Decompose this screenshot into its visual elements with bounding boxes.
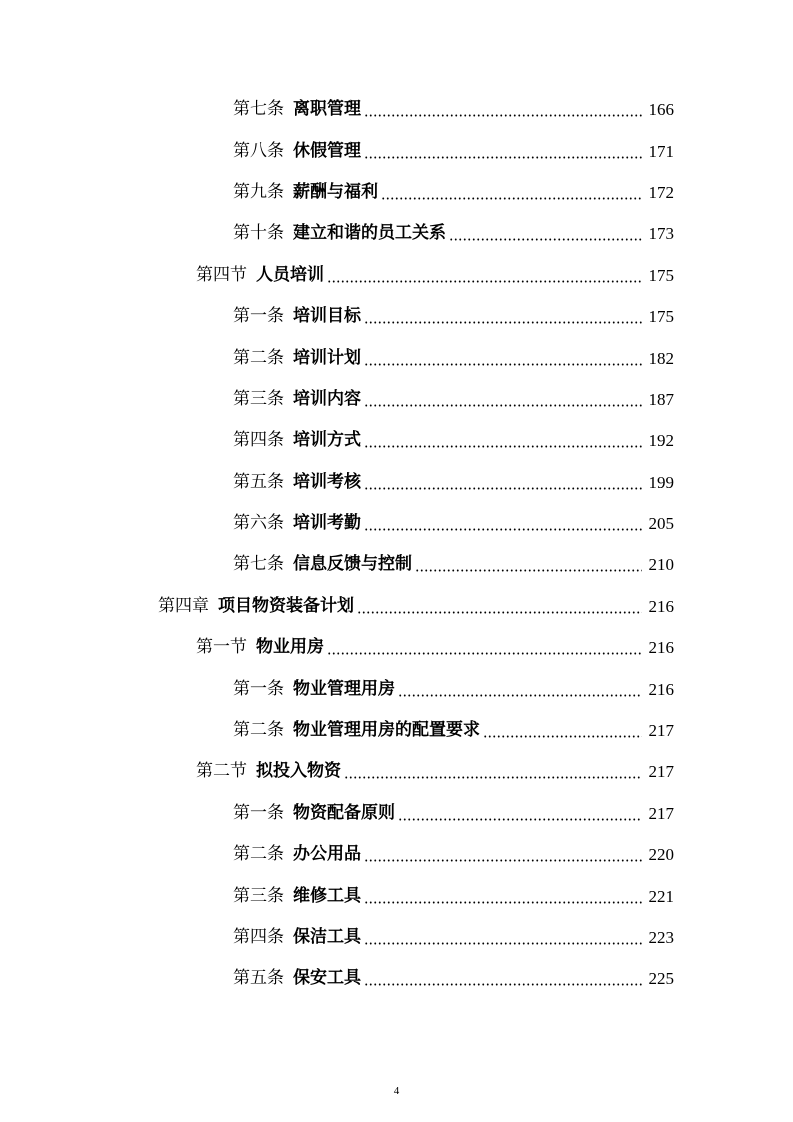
dot-leader <box>449 238 642 241</box>
toc-entry-title: 物业用房 <box>256 637 324 658</box>
toc-entry[interactable] <box>0 89 793 130</box>
dot-leader <box>398 818 642 821</box>
toc-entry[interactable] <box>0 130 793 171</box>
toc-entry[interactable] <box>0 668 793 709</box>
toc-entry-page: 172 <box>648 182 674 202</box>
toc-entry-number: 第二条 <box>233 844 284 865</box>
toc-entry-title: 离职管理 <box>293 99 361 120</box>
toc-entry-number: 第一节 <box>196 637 247 658</box>
toc-entry-title: 培训计划 <box>293 347 361 368</box>
toc-entry[interactable] <box>0 875 793 916</box>
toc-entry-title: 保洁工具 <box>293 927 361 947</box>
toc-entry[interactable] <box>0 751 793 792</box>
toc-entry[interactable] <box>0 420 793 461</box>
dot-leader <box>364 528 642 531</box>
toc-entry-number: 第三条 <box>233 388 284 409</box>
toc-entry-page: 187 <box>648 389 674 409</box>
dot-leader <box>483 735 642 738</box>
toc-entry[interactable] <box>0 627 793 668</box>
toc-entry-title: 保安工具 <box>293 968 361 989</box>
toc-entry-number: 第九条 <box>233 181 284 202</box>
toc-entry-number: 第十条 <box>233 223 284 244</box>
toc-entry-page: 225 <box>648 969 674 989</box>
toc-entry-title: 培训考核 <box>293 471 361 492</box>
toc-entry-page: 216 <box>648 596 674 616</box>
toc-entry[interactable] <box>0 462 793 503</box>
toc-entry[interactable] <box>0 793 793 834</box>
dot-leader <box>364 404 642 407</box>
toc-entry-number: 第七条 <box>233 99 284 120</box>
toc-entry-page: 217 <box>648 803 674 823</box>
table-of-contents <box>0 89 793 1000</box>
toc-entry-title: 培训方式 <box>293 430 361 451</box>
toc-entry[interactable] <box>0 834 793 875</box>
toc-entry-page: 175 <box>648 265 674 285</box>
toc-entry-page: 223 <box>648 928 674 947</box>
toc-entry-title: 办公用品 <box>293 844 361 865</box>
dot-leader <box>364 859 642 862</box>
toc-entry-page: 205 <box>648 514 674 534</box>
page-number: 4 <box>393 1085 400 1097</box>
dot-leader <box>364 983 642 986</box>
toc-entry[interactable] <box>0 379 793 420</box>
toc-entry-number: 第四章 <box>158 595 209 616</box>
toc-entry-page: 217 <box>648 762 674 782</box>
toc-entry[interactable] <box>0 337 793 378</box>
toc-entry-title: 建立和谐的员工关系 <box>293 223 446 244</box>
toc-entry-title: 物业管理用房的配置要求 <box>293 720 480 741</box>
dot-leader <box>327 652 642 655</box>
toc-entry-page: 171 <box>648 141 674 161</box>
dot-leader <box>364 363 642 366</box>
toc-entry-page: 182 <box>648 348 674 368</box>
dot-leader <box>364 942 642 945</box>
toc-entry-number: 第七条 <box>233 554 284 575</box>
dot-leader <box>364 321 642 324</box>
toc-entry[interactable] <box>0 213 793 254</box>
toc-entry-number: 第二条 <box>233 347 284 368</box>
toc-entry[interactable] <box>0 544 793 585</box>
toc-entry-number: 第四条 <box>233 927 284 947</box>
toc-entry-number: 第四节 <box>196 264 247 285</box>
toc-entry-page: 221 <box>648 886 674 906</box>
toc-entry-title: 信息反馈与控制 <box>293 554 412 575</box>
toc-entry-title: 休假管理 <box>293 140 361 161</box>
dot-leader <box>398 694 642 697</box>
toc-entry-title: 维修工具 <box>293 885 361 906</box>
dot-leader <box>364 487 642 490</box>
toc-entry[interactable] <box>0 586 793 627</box>
toc-entry-number: 第六条 <box>233 513 284 534</box>
dot-leader <box>344 776 642 779</box>
toc-entry[interactable] <box>0 255 793 296</box>
dot-leader <box>364 445 642 448</box>
toc-entry[interactable] <box>0 296 793 337</box>
toc-entry-number: 第四条 <box>233 430 284 451</box>
toc-entry-title: 培训考勤 <box>293 513 361 534</box>
toc-entry-number: 第二节 <box>196 761 247 782</box>
toc-entry[interactable] <box>0 917 793 958</box>
toc-entry-page: 175 <box>648 307 674 327</box>
dot-leader <box>364 901 642 904</box>
dot-leader <box>364 114 642 117</box>
toc-entry-title: 人员培训 <box>256 264 324 285</box>
toc-entry-title: 培训内容 <box>293 388 361 409</box>
toc-entry-number: 第一条 <box>233 802 284 823</box>
toc-entry[interactable] <box>0 958 793 999</box>
toc-entry-number: 第一条 <box>233 306 284 327</box>
toc-entry-page: 173 <box>648 224 674 244</box>
dot-leader <box>364 156 642 159</box>
toc-entry-page: 216 <box>648 679 674 699</box>
toc-entry-title: 物资配备原则 <box>293 802 395 823</box>
toc-entry-number: 第三条 <box>233 885 284 906</box>
toc-entry[interactable] <box>0 503 793 544</box>
toc-entry-title: 薪酬与福利 <box>293 181 378 202</box>
toc-entry-page: 216 <box>648 638 674 658</box>
toc-entry-page: 217 <box>648 721 674 741</box>
toc-entry-title: 项目物资装备计划 <box>218 595 354 616</box>
toc-entry-page: 166 <box>648 100 674 120</box>
toc-entry-page: 220 <box>648 845 674 865</box>
toc-entry-title: 拟投入物资 <box>256 761 341 782</box>
toc-entry[interactable] <box>0 172 793 213</box>
toc-entry-page: 210 <box>648 555 674 575</box>
toc-entry-page: 192 <box>648 431 674 451</box>
toc-entry-number: 第五条 <box>233 968 284 989</box>
dot-leader <box>415 569 642 572</box>
toc-entry-number: 第一条 <box>233 678 284 699</box>
toc-entry-number: 第二条 <box>233 720 284 741</box>
toc-entry-page: 199 <box>648 472 674 492</box>
toc-entry-number: 第五条 <box>233 471 284 492</box>
toc-entry[interactable] <box>0 710 793 751</box>
dot-leader <box>327 280 642 283</box>
toc-entry-title: 物业管理用房 <box>293 678 395 699</box>
dot-leader <box>381 197 642 200</box>
toc-entry-number: 第八条 <box>233 140 284 161</box>
toc-entry-title: 培训目标 <box>293 306 361 327</box>
dot-leader <box>357 611 642 614</box>
